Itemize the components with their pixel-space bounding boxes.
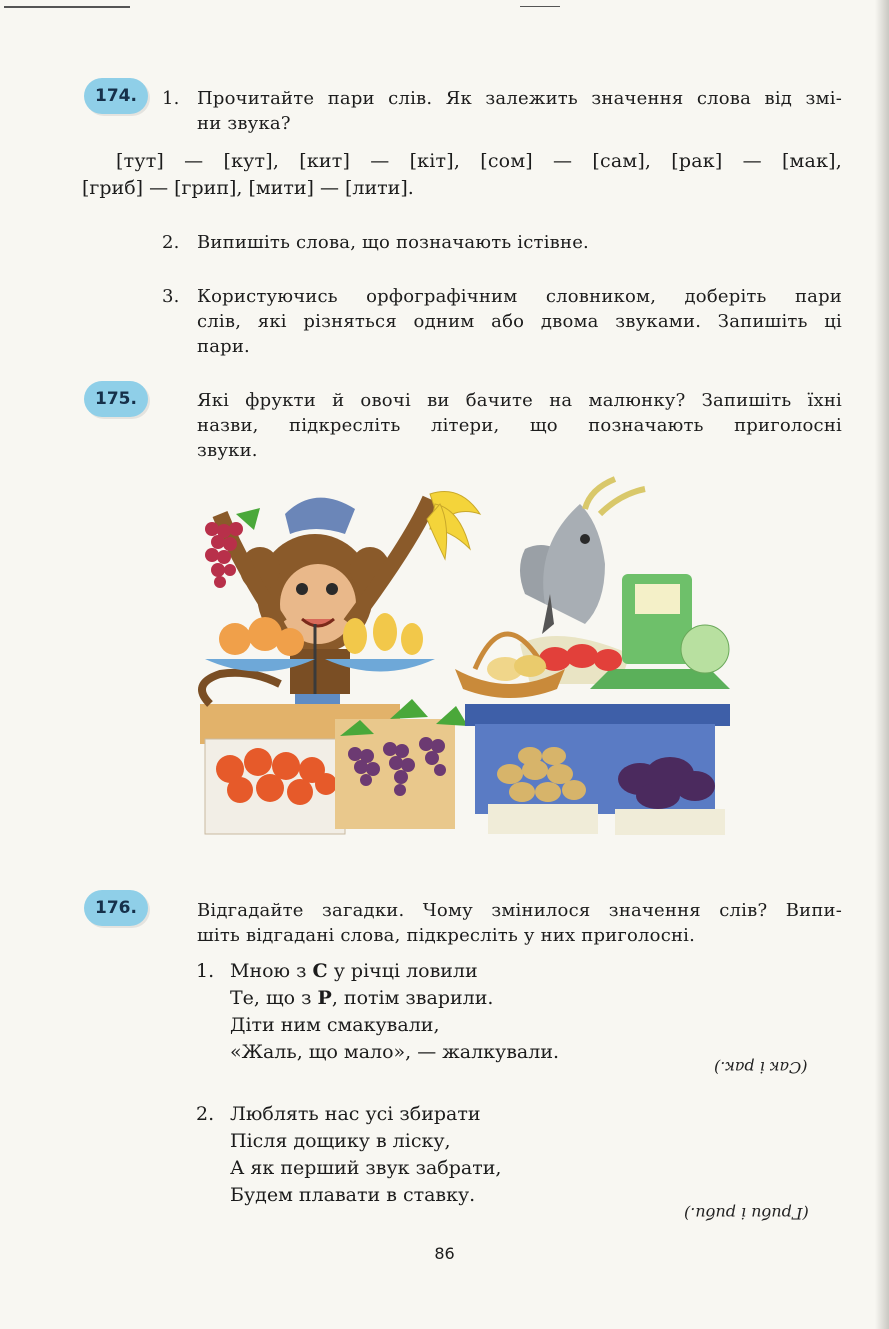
exercise-176-line1: Відгадайте загадки. Чому змінилося значення слів? Випи- bbox=[197, 900, 842, 921]
exercise-174-task3-line2: слів, які різняться одним або двома звуками. Запишіть ці bbox=[197, 311, 842, 332]
exercise-174-task1-line1: Прочитайте пари слів. Як залежить значення слова від змі- bbox=[197, 88, 842, 109]
page-top-rule bbox=[4, 6, 130, 8]
task-number: 3. bbox=[162, 286, 180, 307]
riddle-1-answer: (Сак і рак.) bbox=[714, 1058, 808, 1077]
riddle-1-line1 bbox=[230, 958, 478, 985]
page-number: 86 bbox=[434, 1244, 455, 1263]
riddle-1-line2 bbox=[230, 985, 493, 1012]
riddle-1-line1-c: у річці ловили bbox=[327, 960, 478, 982]
word-pairs-line1: [тут] — [кут], [кит] — [кіт], [сом] — [сам], [рак] — [мак], bbox=[116, 150, 842, 172]
exercise-175-line1: Які фрукти й овочі ви бачите на малюнку? Запишіть їхні bbox=[197, 390, 842, 411]
riddle-1-letter-r: Р bbox=[317, 987, 332, 1009]
page-top-rule-2 bbox=[520, 6, 560, 7]
exercise-174-task2: Випишіть слова, що позначають істівне. bbox=[197, 232, 589, 253]
riddle-2-line1: Люблять нас усі збирати bbox=[230, 1103, 481, 1125]
riddle-1-line1-a: Мною з bbox=[230, 960, 313, 982]
page-edge-shadow bbox=[875, 0, 889, 1329]
cabbage bbox=[681, 625, 729, 673]
exercise-176-line2: шіть відгадані слова, підкресліть у них приголосні. bbox=[197, 925, 696, 946]
riddle-1-line2-a: Те, що з bbox=[230, 987, 318, 1009]
riddle-1-line4: «Жаль, що мало», — жалкували. bbox=[230, 1041, 560, 1063]
exercise-174-task3-line1: Користуючись орфографічним словником, доберіть пари bbox=[197, 286, 842, 307]
exercise-174-badge: 174. bbox=[84, 78, 148, 114]
market-stall-illustration bbox=[190, 474, 750, 844]
exercise-175-badge: 175. bbox=[84, 381, 148, 417]
exercise-174-task1-line2: ни звука? bbox=[197, 113, 291, 134]
exercise-175-line3: звуки. bbox=[197, 440, 258, 461]
blue-counter bbox=[465, 704, 730, 835]
riddle-2-number: 2. bbox=[196, 1103, 215, 1125]
exercise-176-badge: 176. bbox=[84, 890, 148, 926]
riddle-2-line2: Після дощику в ліску, bbox=[230, 1130, 451, 1152]
task-number: 1. bbox=[162, 88, 180, 109]
riddle-1-line2-c: , потім зварили. bbox=[331, 987, 494, 1009]
word-pairs-line2: [гриб] — [грип], [мити] — [лити]. bbox=[82, 177, 414, 199]
riddle-1-number: 1. bbox=[196, 960, 215, 982]
exercise-175-line2: назви, підкресліть літери, що позначають приголосні bbox=[197, 415, 842, 436]
riddle-2-line4: Будем плавати в ставку. bbox=[230, 1184, 476, 1206]
riddle-1-line3: Діти ним смакували, bbox=[230, 1014, 440, 1036]
riddle-2-line3: А як перший звук забрати, bbox=[230, 1157, 502, 1179]
task-number: 2. bbox=[162, 232, 180, 253]
riddle-2-answer: (Гриби і риби.) bbox=[684, 1204, 809, 1223]
riddle-1-letter-s: С bbox=[312, 960, 328, 982]
exercise-174-task3-line3: пари. bbox=[197, 336, 250, 357]
bananas bbox=[427, 492, 480, 560]
